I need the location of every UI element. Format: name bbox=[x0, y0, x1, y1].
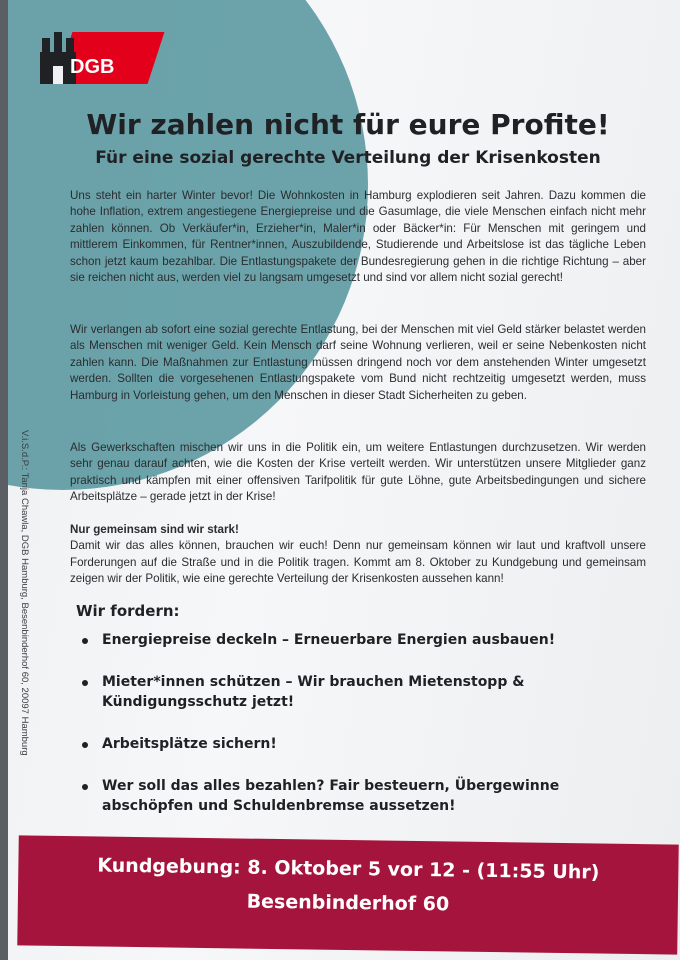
paragraph-1: Uns steht ein harter Winter bevor! Die Wohnkosten in Hamburg explodieren seit Jahren. Dazu kommen die hohe Inflation, extrem angestiegene Energiepreise und die Gasumlage, die viele Menschen einfach nicht mehr zahlen können. Ob Verkäufer*in, Erzieher*in, Maler*in oder Bäcker*in: Für Menschen mit geringem und mittlerem Einkommen, für Rentner*innen, Auszubildende, Studierende und Arbeitslose ist das tägliche Leben schon jetzt kaum bezahlbar. Die Entlastungspakete der Bundesregierung gehen in die richtige Richtung – aber sie reichen nicht aus, werden viel zu langsam umgesetzt und sind vor allem nicht sozial gerecht! bbox=[70, 189, 646, 285]
solidarity-block bbox=[70, 522, 646, 588]
event-banner bbox=[17, 835, 678, 954]
flyer-sheet bbox=[8, 0, 680, 960]
solidarity-paragraph: Damit wir das alles können, brauchen wir euch! Denn nur gemeinsam können wir laut und kraftvoll unsere Forderungen auf die Straße und in die Politik tragen. Kommt am 8. Oktober zu Kundgebung und gemeinsam zeigen wir der Politik, wie eine gerechte Verteilung der Krisenkosten aussehen kann! bbox=[70, 539, 646, 586]
logo-text: DGB bbox=[70, 56, 115, 78]
demand-item: Mieter*innen schützen – Wir brauchen Mietenstopp & Kündigungsschutz jetzt! bbox=[82, 672, 582, 712]
demand-item: Arbeitsplätze sichern! bbox=[82, 734, 582, 754]
headline: Wir zahlen nicht für eure Profite! bbox=[86, 108, 610, 141]
demand-item: Energiepreise deckeln – Erneuerbare Energien ausbauen! bbox=[82, 630, 582, 650]
paragraph-3: Als Gewerkschaften mischen wir uns in die Politik ein, um weitere Entlastungen durchzusetzen. Wir werden sehr genau darauf achten, wie die Kosten der Krise verteilt werden. Wir unterstützen unsere Mitglieder ganz praktisch und kämpfen mit einer offensiven Tarifpolitik für gute Löhne, gute Arbeitsbedingungen und sichere Arbeitsplätze – gerade jetzt in der Krise! bbox=[70, 441, 646, 504]
imprint-side-text: V.i.S.d.P.: Tanja Chawla, DGB Hamburg, Besenbinderhof 60, 20097 Hamburg bbox=[19, 430, 30, 756]
demands-list bbox=[82, 630, 582, 816]
subheadline: Für eine sozial gerechte Verteilung der Krisenkosten bbox=[95, 148, 601, 168]
dgb-logo bbox=[34, 30, 144, 86]
event-location: Besenbinderhof 60 bbox=[246, 890, 450, 916]
event-date: Kundgebung: 8. Oktober 5 vor 12 - (11:55 Uhr) bbox=[97, 854, 600, 884]
solidarity-heading: Nur gemeinsam sind wir stark! bbox=[70, 523, 239, 536]
demands-heading: Wir fordern: bbox=[76, 602, 180, 620]
paragraph-2: Wir verlangen ab sofort eine sozial gerechte Entlastung, bei der Menschen mit viel Geld stärker belastet werden als Menschen mit weniger Geld. Kein Mensch darf seine Wohnung verlieren, weil er seine Nebenkosten nicht zahlen kann. Die Maßnahmen zur Entlastung müssen dringend noch vor dem anstehenden Winter umgesetzt werden. Sollten die vorgesehenen Entlastungspakete vom Bund nicht rechtzeitig umgesetzt werden, muss Hamburg in Vorleistung gehen, um den Menschen in dieser Stadt Sicherheiten zu geben. bbox=[70, 323, 646, 402]
demand-item: Wer soll das alles bezahlen? Fair besteuern, Übergewinne abschöpfen und Schuldenbremse aussetzen! bbox=[82, 776, 582, 816]
